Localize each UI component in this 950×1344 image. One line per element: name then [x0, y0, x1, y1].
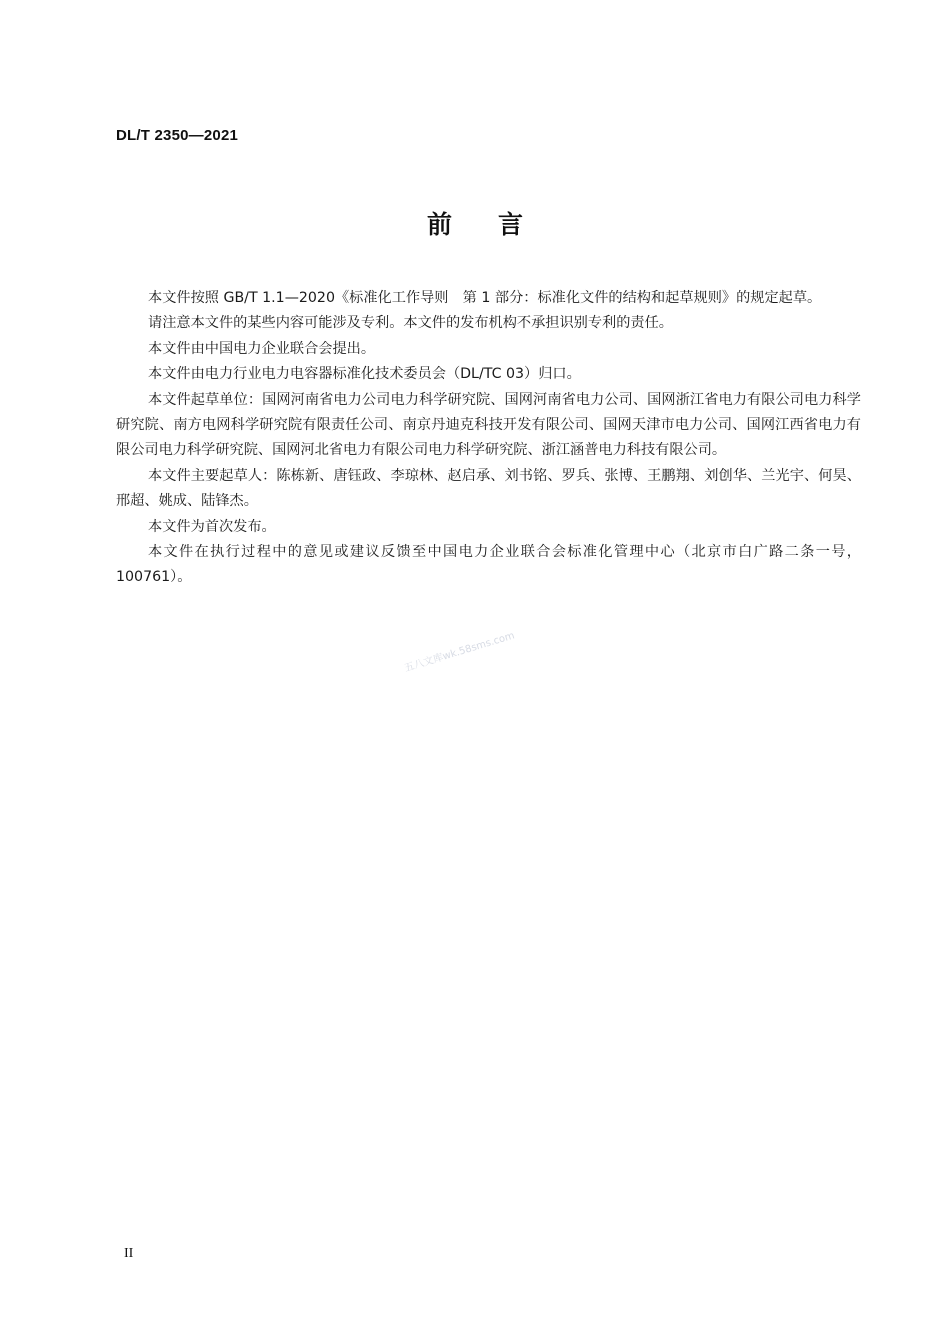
- paragraph-drafting-units: 本文件起草单位：国网河南省电力公司电力科学研究院、国网河南省电力公司、国网浙江省电力有限公司电力科学研究院、南方电网科学研究院有限责任公司、南京丹迪克科技开发有限公司、国网天津市电力公司、国网江西省电力有限公司电力科学研究院、国网河北省电力有限公司电力科学研究院、浙江涵普电力科技有限公司。: [116, 391, 861, 459]
- standard-code: DL/T 2350—2021: [116, 127, 239, 144]
- paragraph-technical-committee: 本文件由电力行业电力电容器标准化技术委员会（DL/TC 03）归口。: [148, 366, 581, 383]
- watermark: 五八文库wk.58sms.com: [403, 630, 516, 675]
- paragraph-drafting-rules: 本文件按照 GB/T 1.1—2020《标准化工作导则 第 1 部分：标准化文件的结构和起草规则》的规定起草。: [148, 290, 822, 306]
- paragraph-drafters: 本文件主要起草人：陈栋新、唐钰政、李琼林、赵启承、刘书铭、罗兵、张博、王鹏翔、刘创华、兰光宇、何昊、邢超、姚成、陆锋杰。: [116, 467, 861, 510]
- paragraph-patent-notice: 请注意本文件的某些内容可能涉及专利。本文件的发布机构不承担识别专利的责任。: [148, 315, 673, 332]
- page-title: 前言: [426, 210, 569, 239]
- paragraph-proposer: 本文件由中国电力企业联合会提出。: [148, 340, 376, 357]
- paragraph-feedback: 本文件在执行过程中的意见或建议反馈至中国电力企业联合会标准化管理中心（北京市白广路二条一号，100761）。: [116, 544, 861, 586]
- page-number: II: [124, 1246, 134, 1261]
- foreword-body: [116, 286, 861, 591]
- paragraph-first-release: 本文件为首次发布。: [148, 518, 276, 535]
